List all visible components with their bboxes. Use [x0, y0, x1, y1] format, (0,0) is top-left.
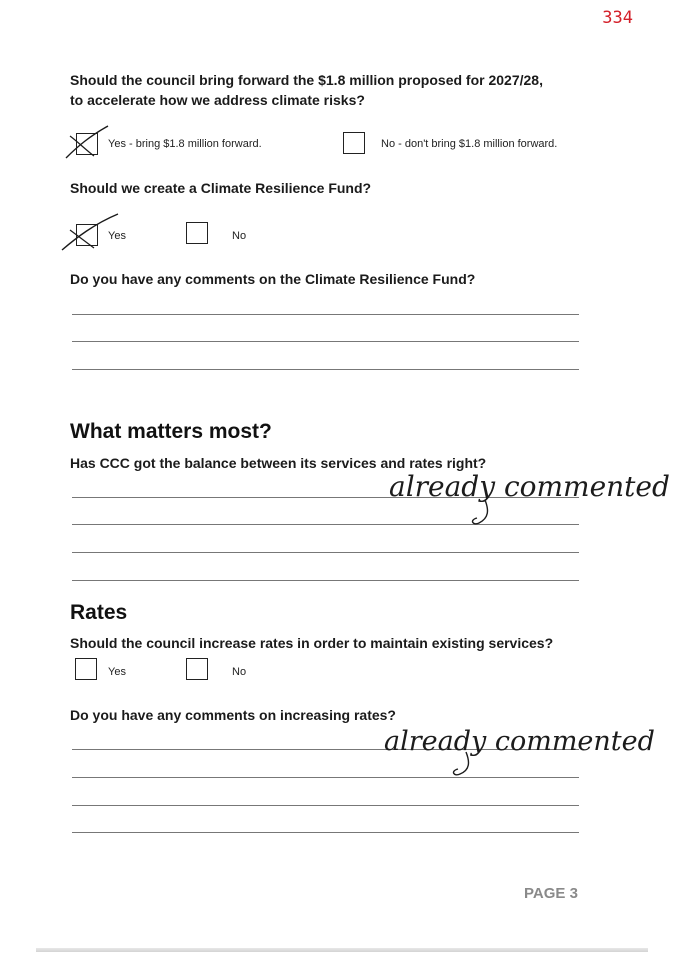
handwritten-text: already commented — [389, 470, 670, 503]
handwritten-text: already commented — [384, 726, 655, 757]
question-line-2: to accelerate how we address climate risks? — [70, 92, 365, 108]
question-fund-comments: Do you have any comments on the Climate Resilience Fund? — [70, 271, 476, 287]
answer-line[interactable] — [72, 552, 579, 553]
question-fund-suffix: ? — [362, 180, 372, 196]
question-fund-emphasis: Climate Resilience Fund — [200, 180, 363, 196]
option-label-rates-no: No — [232, 666, 247, 678]
answer-line[interactable] — [72, 832, 579, 833]
answer-line[interactable] — [72, 805, 579, 806]
option-label-bring-forward-yes: Yes - bring $1.8 million forward. — [108, 138, 262, 150]
question-rates-comments: Do you have any comments on increasing rates? — [70, 707, 396, 723]
answer-line[interactable] — [72, 580, 579, 581]
option-label-fund-no: No — [232, 230, 247, 242]
question-fund-prefix: Should we create a — [70, 180, 201, 196]
checkbox-bring-forward-no[interactable] — [343, 132, 365, 154]
page-footer-label: PAGE 3 — [524, 885, 578, 902]
handwritten-answer-rates — [380, 720, 655, 780]
answer-line[interactable] — [72, 341, 579, 342]
question-bring-forward — [70, 70, 543, 110]
answer-line[interactable] — [72, 314, 579, 315]
option-label-bring-forward-no: No - don't bring $1.8 million forward. — [381, 138, 558, 150]
section-heading-rates: Rates — [70, 601, 128, 624]
question-climate-fund — [70, 178, 371, 198]
question-increase-rates: Should the council increase rates in order to maintain existing services? — [70, 635, 554, 651]
checkbox-rates-no[interactable] — [186, 658, 208, 680]
question-balance: Has CCC got the balance between its services and rates right? — [70, 455, 487, 471]
section-heading-what-matters: What matters most? — [70, 420, 272, 443]
option-label-rates-yes: Yes — [108, 666, 126, 678]
checkbox-rates-yes[interactable] — [75, 658, 97, 680]
scan-edge — [36, 948, 648, 952]
answer-line[interactable] — [72, 369, 579, 370]
option-label-fund-yes: Yes — [108, 230, 126, 242]
page-number: 334 — [602, 8, 633, 28]
handwritten-answer-balance — [385, 468, 670, 528]
checkbox-fund-no[interactable] — [186, 222, 208, 244]
question-line-1: Should the council bring forward the $1.8 million proposed for 2027/28, — [70, 72, 543, 88]
